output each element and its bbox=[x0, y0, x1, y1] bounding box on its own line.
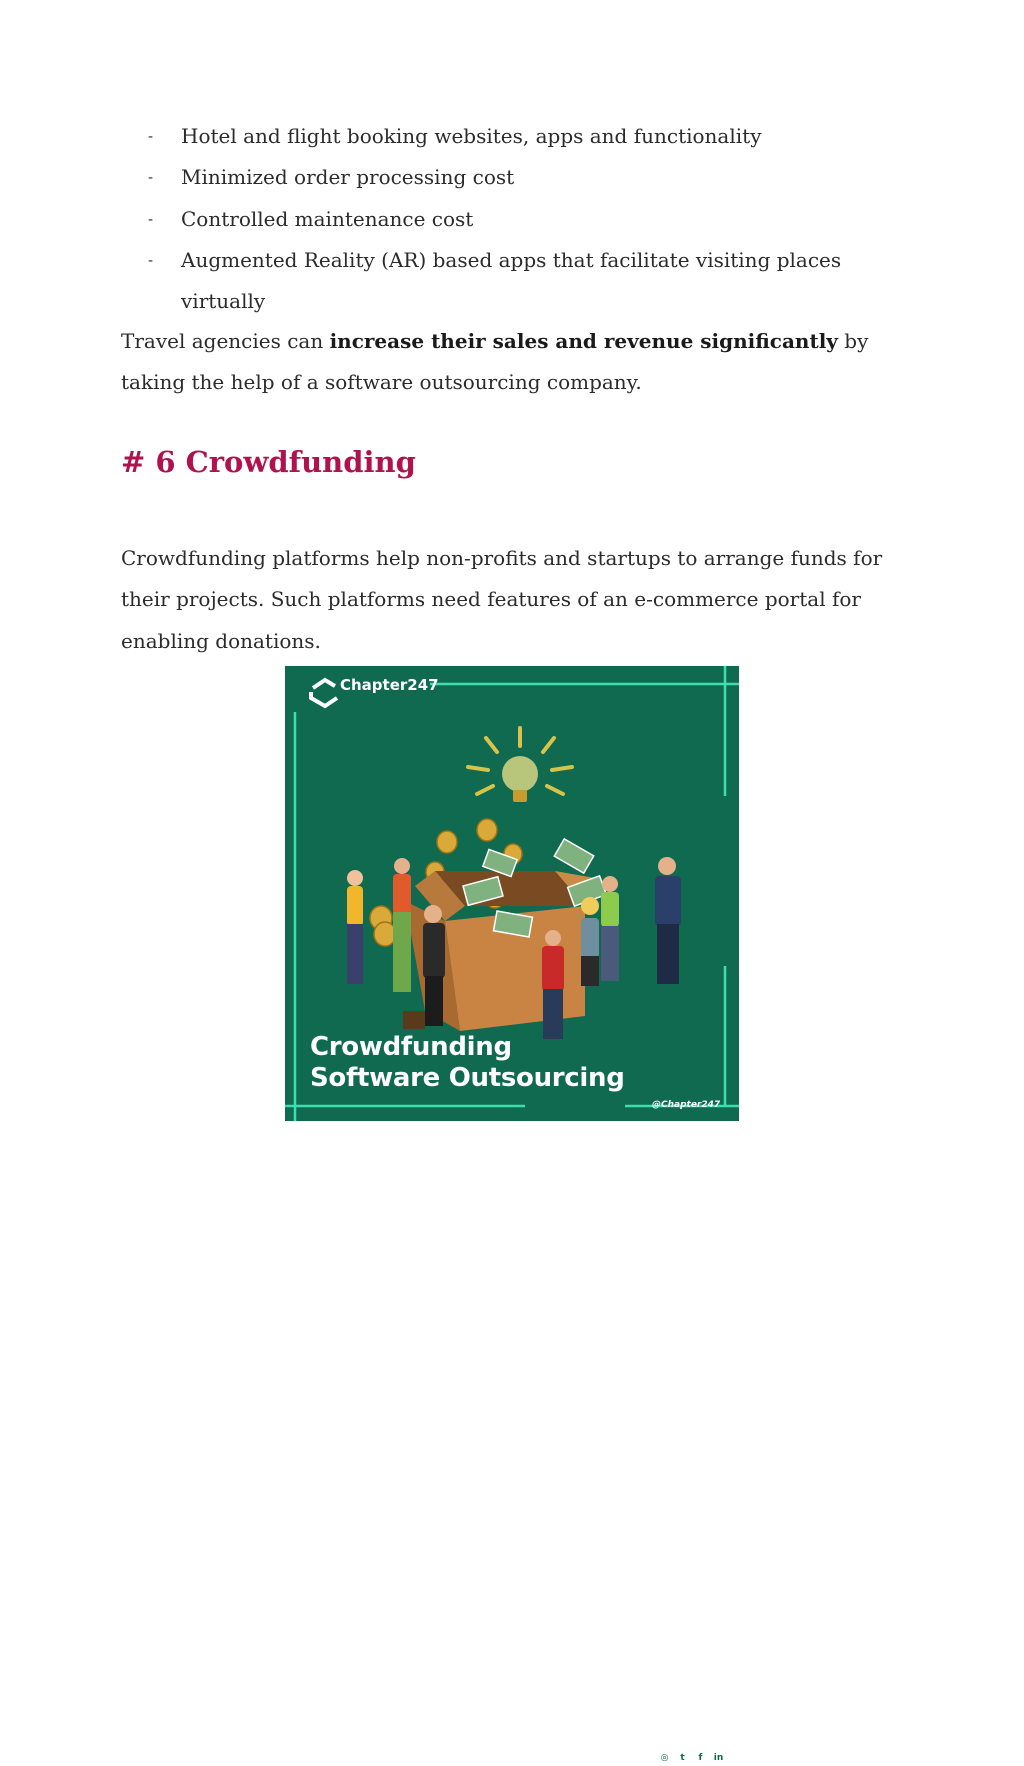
list-item bbox=[148, 116, 868, 157]
lightbulb-icon bbox=[468, 728, 572, 802]
social-handle: @Chapter247 bbox=[652, 1100, 721, 1110]
crowdfunding-paragraph: Crowdfunding platforms help non-profits and startups to arrange funds for their projects. Such platforms need features of an e-commerce portal for enabling donations. bbox=[121, 546, 883, 653]
logo-mark bbox=[311, 680, 337, 706]
figure-title-line2: Software Outsourcing bbox=[310, 1063, 625, 1093]
list-item bbox=[148, 240, 868, 323]
figure-title-line1: Crowdfunding bbox=[310, 1032, 512, 1062]
bullet-dash: - bbox=[148, 168, 154, 187]
linkedin-icon[interactable]: in bbox=[711, 1751, 726, 1766]
figure-title bbox=[310, 1032, 625, 1094]
travel-agencies-paragraph bbox=[121, 321, 891, 404]
bullet-dash: - bbox=[148, 250, 154, 269]
facebook-icon[interactable]: f bbox=[693, 1751, 708, 1766]
list-item bbox=[148, 157, 868, 198]
list-item-text: Hotel and flight booking websites, apps and functionality bbox=[181, 124, 762, 148]
instagram-icon[interactable]: ◎ bbox=[657, 1751, 672, 1766]
list-item-text: Minimized order processing cost bbox=[181, 165, 515, 190]
paragraph-text-end: by taking the help of a software outsourcing company. bbox=[121, 329, 869, 395]
paragraph-text-start: Travel agencies can bbox=[121, 329, 330, 353]
bullet-dash: - bbox=[148, 209, 154, 228]
list-item-text: Controlled maintenance cost bbox=[181, 206, 474, 231]
list-item-text: Augmented Reality (AR) based apps that facilitate visiting places virtually bbox=[181, 247, 842, 314]
twitter-icon[interactable]: t bbox=[675, 1751, 690, 1766]
feature-bullet-list bbox=[148, 116, 868, 322]
list-item bbox=[148, 199, 868, 240]
paragraph-bold-text: increase their sales and revenue significantly bbox=[329, 329, 838, 353]
brand-name: Chapter247 bbox=[340, 676, 439, 694]
section-heading: # 6 Crowdfunding bbox=[121, 445, 416, 479]
bullet-dash: - bbox=[148, 127, 154, 145]
